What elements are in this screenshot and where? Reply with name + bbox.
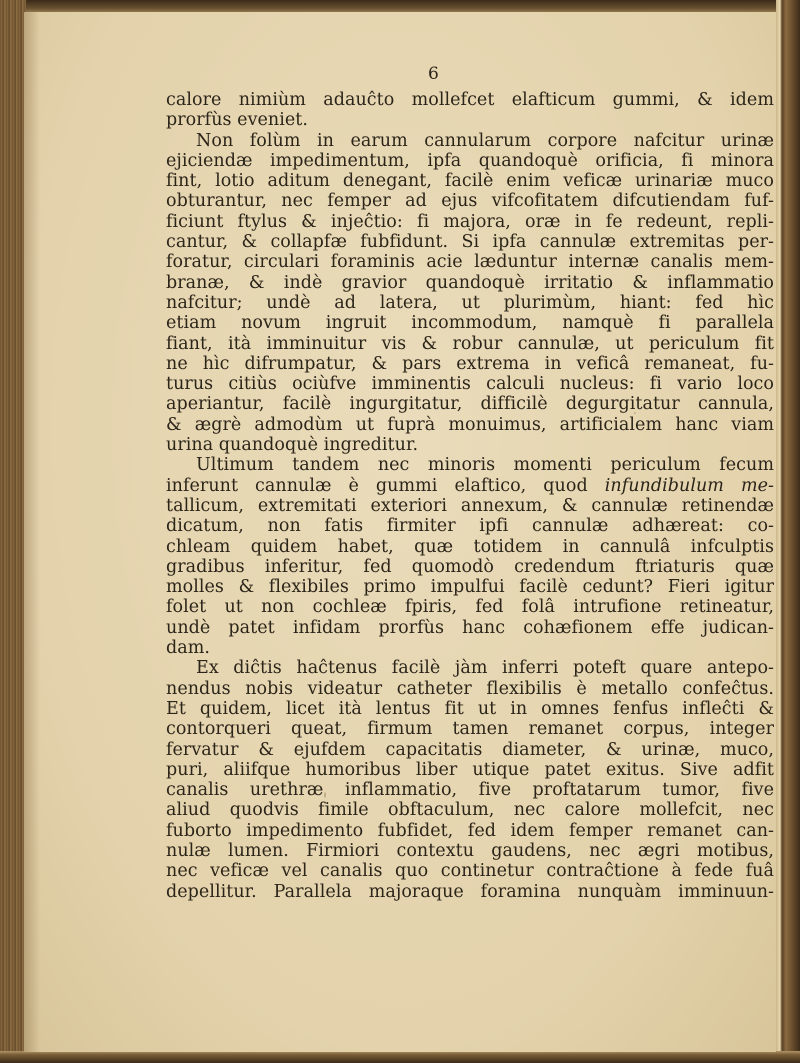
text-line: & ægrè admodùm ut fuprà monuimus, artificialem hanc viam	[166, 414, 774, 435]
text-line: aliud quodvis fimile obftaculum, nec calore mollefcit, nec	[166, 800, 774, 821]
text-line: nendus nobis videatur catheter flexibilis è metallo confeĉtus.	[166, 678, 774, 699]
text-line: puri, aliifque humoribus liber utique patet exitus. Sive adfit	[166, 759, 774, 780]
text-line: prorfùs eveniet.	[166, 110, 308, 131]
page-bottom-edge	[0, 1051, 800, 1063]
text-line: molles & flexibiles primo impulfui facilè cedunt? Fieri igitur	[166, 577, 774, 598]
text-line: ejiciendæ impedimentum, ipfa quandoquè orificia, fi minora	[166, 150, 774, 171]
text-line: nec veficæ vel canalis quo continetur contraĉtione à fede fuâ	[166, 861, 774, 882]
text-line: dam.	[166, 638, 210, 659]
body-text	[166, 90, 774, 902]
paragraph-first-line: Ex diĉtis haĉtenus facilè jàm inferri poteft quare antepo-	[196, 658, 774, 679]
italic-term: infundibulum me-	[604, 475, 774, 496]
text-line: nafcitur; undè ad latera, ut plurimùm, hiant: fed hìc	[166, 292, 774, 313]
text-line: fiant, ità imminuitur vis & robur cannulæ, ut periculum fit	[166, 333, 774, 354]
text-line: branæ, & indè gravior quandoquè irritatio & inflammatio	[166, 272, 774, 293]
page-right-edge	[776, 0, 800, 1063]
text-line: Et quidem, licet ità lentus fit ut in omnes fenfus infleĉti &	[166, 698, 774, 719]
book-spine-edge	[0, 0, 26, 1063]
text-line: ne hìc difrumpatur, & pars extrema in veficâ remaneat, fu-	[166, 353, 774, 374]
paragraph-first-line: Ultimum tandem nec minoris momenti periculum fecum	[196, 455, 774, 476]
text-line: urina quandoquè ingreditur.	[166, 435, 419, 456]
text-segment: inferunt cannulæ è gummi elaftico, quod	[166, 475, 605, 496]
text-line: turus citiùs ociùfve imminentis calculi nucleus: fi vario loco	[166, 374, 774, 395]
paragraph-first-line: Non folùm in earum cannularum corpore nafcitur urinæ	[196, 130, 774, 151]
text-line: folet ut non cochleæ fpiris, fed folâ intrufione retineatur,	[166, 597, 774, 618]
text-line: contorqueri queat, firmum tamen remanet corpus, integer	[166, 719, 774, 740]
text-line: calore nimiùm adauĉto mollefcet elafticum gummi, & idem	[166, 90, 774, 110]
text-line-with-italic	[166, 476, 774, 496]
text-line: chleam quidem habet, quæ totidem in cannulâ infculptis	[166, 536, 774, 557]
text-line: aperiantur, facilè ingurgitatur, difficilè degurgitatur cannula,	[166, 394, 774, 415]
text-line: gradibus inferitur, fed quomodò credendum ftriaturis quæ	[166, 556, 774, 577]
text-line: canalis urethræ inflammatio, five proftatarum tumor, five	[166, 780, 774, 801]
text-line: nulæ lumen. Firmiori contextu gaudens, nec ægri motibus,	[166, 840, 774, 861]
text-line: depellitur. Parallela majoraque foramina nunquàm imminuun-	[166, 881, 774, 902]
text-line: cantur, & collapfæ fubfidunt. Si ipfa cannulæ extremitas per-	[166, 232, 774, 253]
text-line: ficiunt ftylus & injeĉtio: fi majora, oræ in fe redeunt, repli-	[166, 211, 774, 232]
text-line: fint, lotio aditum denegant, facilè enim veficæ urinariæ muco	[166, 171, 774, 192]
text-line: tallicum, extremitati exteriori annexum, & cannulæ retinendæ	[166, 495, 774, 516]
text-line: fervatur & ejufdem capacitatis diameter, & urinæ, muco,	[166, 739, 774, 760]
text-line: foratur, circulari foraminis acie læduntur internæ canalis mem-	[166, 252, 774, 273]
page-number: 6	[428, 64, 439, 84]
text-line: obturantur, nec femper ad ejus vifcofitatem difcutiendam fuf-	[166, 191, 774, 212]
text-line: undè patet infidam prorfùs hanc cohæfionem effe judican-	[166, 617, 774, 638]
text-line: dicatum, non fatis firmiter ipfi cannulæ adhæreat: co-	[166, 516, 774, 537]
text-line: fuborto impedimento fubfidet, fed idem femper remanet can-	[166, 820, 774, 841]
text-line: etiam novum ingruit incommodum, namquè fi parallela	[166, 313, 774, 334]
